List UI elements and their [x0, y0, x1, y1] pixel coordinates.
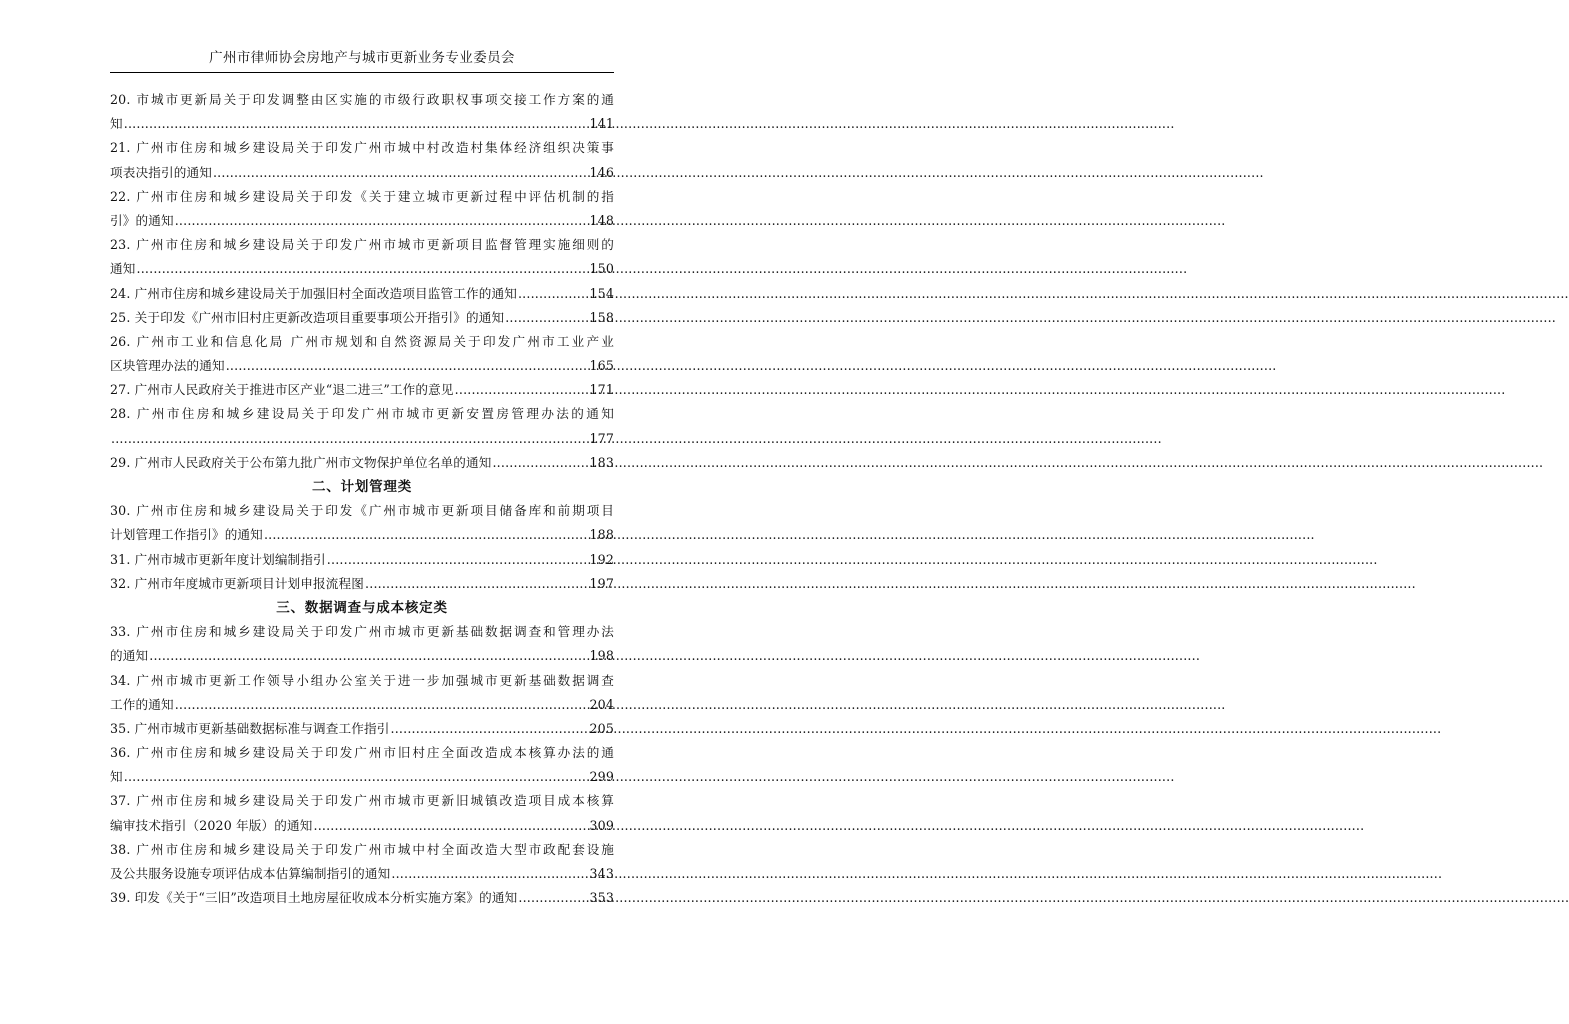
toc-entry-text: 24. 广州市住房和城乡建设局关于加强旧村全面改造项目监管工作的通知	[110, 285, 517, 301]
toc-entry-line-last[interactable]	[110, 644, 614, 668]
toc-entry-text: 33. 广州市住房和城乡建设局关于印发广州市城市更新基础数据调查和管理办法	[110, 624, 614, 640]
toc-entry-line-last[interactable]	[110, 378, 614, 402]
toc-entry-text: 编审技术指引（2020 年版）的通知	[110, 817, 313, 833]
toc-entry-text: 39. 印发《关于“三旧”改造项目土地房屋征收成本分析实施方案》的通知	[110, 890, 518, 906]
dot-leader	[175, 209, 589, 233]
toc-entry-text: 28. 广州市住房和城乡建设局关于印发广州市城市更新安置房管理办法的通知	[110, 406, 614, 422]
page-header	[110, 48, 614, 73]
page-number: 165	[589, 358, 614, 374]
dot-leader	[124, 765, 589, 789]
toc-entry-line-last[interactable]	[110, 112, 614, 136]
section-heading: 三、数据调查与成本核定类	[276, 599, 448, 616]
toc-entry-text: 知	[110, 116, 123, 132]
toc-entry-line-last[interactable]	[110, 572, 614, 596]
page-number: 150	[589, 261, 614, 277]
page-number: 188	[589, 527, 614, 543]
toc-entry-text: 21. 广州市住房和城乡建设局关于印发广州市城中村改造村集体经济组织决策事	[110, 140, 614, 156]
toc-entry-line-last[interactable]	[110, 161, 614, 185]
toc-entry-line[interactable]	[110, 838, 614, 862]
toc-entry-text: 及公共服务设施专项评估成本估算编制指引的通知	[110, 866, 391, 881]
toc-entry-line[interactable]	[110, 402, 614, 426]
page-number: 158	[589, 309, 614, 325]
toc-entry-line[interactable]	[110, 499, 614, 523]
toc-entry-text: 38. 广州市住房和城乡建设局关于印发广州市城中村全面改造大型市政配套设施	[110, 841, 614, 857]
toc-entry-line-last[interactable]	[110, 765, 614, 789]
toc-entry-text: 引》的通知	[110, 212, 174, 228]
toc-entry-text: 27. 广州市人民政府关于推进市区产业“退二进三”工作的意见	[110, 382, 454, 398]
toc-entry-line[interactable]	[110, 789, 614, 813]
toc-entry-line[interactable]	[110, 233, 614, 257]
toc-entry-line-last[interactable]	[110, 354, 614, 378]
toc-entry-line-last[interactable]	[110, 306, 614, 330]
toc-entry-text: 30. 广州市住房和城乡建设局关于印发《广州市城市更新项目储备库和前期项目	[110, 503, 614, 519]
toc-entry-line-last[interactable]	[110, 451, 614, 475]
dot-leader	[264, 523, 589, 547]
toc-entry-text: 29. 广州市人民政府关于公布第九批广州市文物保护单位名单的通知	[110, 454, 492, 470]
page-number: 204	[589, 696, 614, 712]
toc-entry-text: 26. 广州市工业和信息化局 广州市规划和自然资源局关于印发广州市工业产业	[110, 333, 614, 349]
dot-leader	[213, 161, 589, 185]
toc-entry-text: 25. 关于印发《广州市旧村庄更新改造项目重要事项公开指引》的通知	[110, 309, 505, 325]
toc-entry-line-last[interactable]	[110, 886, 614, 910]
page-number: 141	[589, 116, 614, 132]
dot-leader	[149, 644, 588, 668]
dot-leader	[518, 886, 588, 910]
dot-leader	[137, 257, 589, 281]
toc-entry-text: 23. 广州市住房和城乡建设局关于印发广州市城市更新项目监督管理实施细则的	[110, 237, 614, 253]
toc-entry-line-last[interactable]	[110, 548, 614, 572]
toc-entry-line-last[interactable]	[110, 257, 614, 281]
dot-leader	[365, 572, 588, 596]
page-number: 177	[589, 430, 614, 446]
toc-entry-text: 34. 广州市城市更新工作领导小组办公室关于进一步加强城市更新基础数据调查	[110, 672, 614, 688]
page-number: 171	[589, 382, 614, 398]
page-number: 197	[589, 575, 614, 591]
toc-entry-text: 37. 广州市住房和城乡建设局关于印发广州市城市更新旧城镇改造项目成本核算	[110, 793, 614, 809]
page-number: 183	[589, 454, 614, 470]
page-number: 148	[589, 212, 614, 228]
toc-entry-text: 工作的通知	[110, 696, 174, 712]
toc-entry-line-last[interactable]	[110, 209, 614, 233]
toc-entry-line-last[interactable]	[110, 814, 614, 838]
dot-leader	[111, 427, 589, 451]
dot-leader	[455, 378, 589, 402]
dot-leader	[391, 717, 589, 741]
dot-leader	[492, 451, 588, 475]
toc-entry-text: 通知	[110, 261, 136, 277]
page-number: 146	[589, 164, 614, 180]
toc-entry-text: 20. 市城市更新局关于印发调整由区实施的市级行政职权事项交接工作方案的通	[110, 92, 614, 107]
section-heading: 二、计划管理类	[311, 479, 413, 495]
toc-entry-text: 35. 广州市城市更新基础数据标准与调查工作指引	[110, 720, 390, 736]
toc-entry-line-last[interactable]	[110, 427, 614, 451]
page-number: 343	[589, 866, 614, 881]
header-title: 广州市律师协会房地产与城市更新业务专业委员会	[209, 50, 515, 66]
page-number: 198	[589, 648, 614, 664]
dot-leader	[327, 548, 589, 572]
page-number: 309	[589, 817, 614, 833]
page-number: 154	[589, 285, 614, 301]
toc-entry-line-last[interactable]	[110, 282, 614, 306]
toc-entry-line-last[interactable]	[110, 693, 614, 717]
toc-entry-line[interactable]	[110, 136, 614, 160]
dot-leader	[391, 862, 588, 886]
toc-entry-text: 计划管理工作指引》的通知	[110, 527, 263, 543]
dot-leader	[518, 282, 589, 306]
toc-entry-line-last[interactable]	[110, 717, 614, 741]
toc-entry-line[interactable]	[110, 185, 614, 209]
toc-entry-line[interactable]	[110, 620, 614, 644]
toc-entry-text: 36. 广州市住房和城乡建设局关于印发广州市旧村庄全面改造成本核算办法的通	[110, 745, 614, 761]
toc-entry-line-last[interactable]	[110, 862, 614, 886]
page-number: 299	[589, 769, 614, 785]
toc-entry-line[interactable]	[110, 330, 614, 354]
table-of-contents	[110, 88, 614, 910]
dot-leader	[124, 112, 589, 136]
dot-leader	[175, 693, 589, 717]
toc-entry-line[interactable]	[110, 88, 614, 112]
toc-entry-text: 项表决指引的通知	[110, 164, 212, 180]
page-number: 353	[589, 890, 614, 906]
toc-entry-line[interactable]	[110, 669, 614, 693]
toc-entry-line-last[interactable]	[110, 523, 614, 547]
dot-leader	[313, 814, 588, 838]
toc-entry-text: 32. 广州市年度城市更新项目计划申报流程图	[110, 575, 365, 591]
toc-entry-text: 31. 广州市城市更新年度计划编制指引	[110, 551, 326, 567]
toc-entry-text: 区块管理办法的通知	[110, 358, 225, 374]
toc-entry-text: 22. 广州市住房和城乡建设局关于印发《关于建立城市更新过程中评估机制的指	[110, 188, 614, 204]
dot-leader	[226, 354, 589, 378]
page-number: 205	[589, 720, 614, 736]
toc-entry-text: 知	[110, 769, 123, 785]
toc-entry-line[interactable]	[110, 741, 614, 765]
page-number: 192	[589, 551, 614, 567]
toc-entry-text: 的通知	[110, 648, 149, 664]
dot-leader	[505, 306, 588, 330]
